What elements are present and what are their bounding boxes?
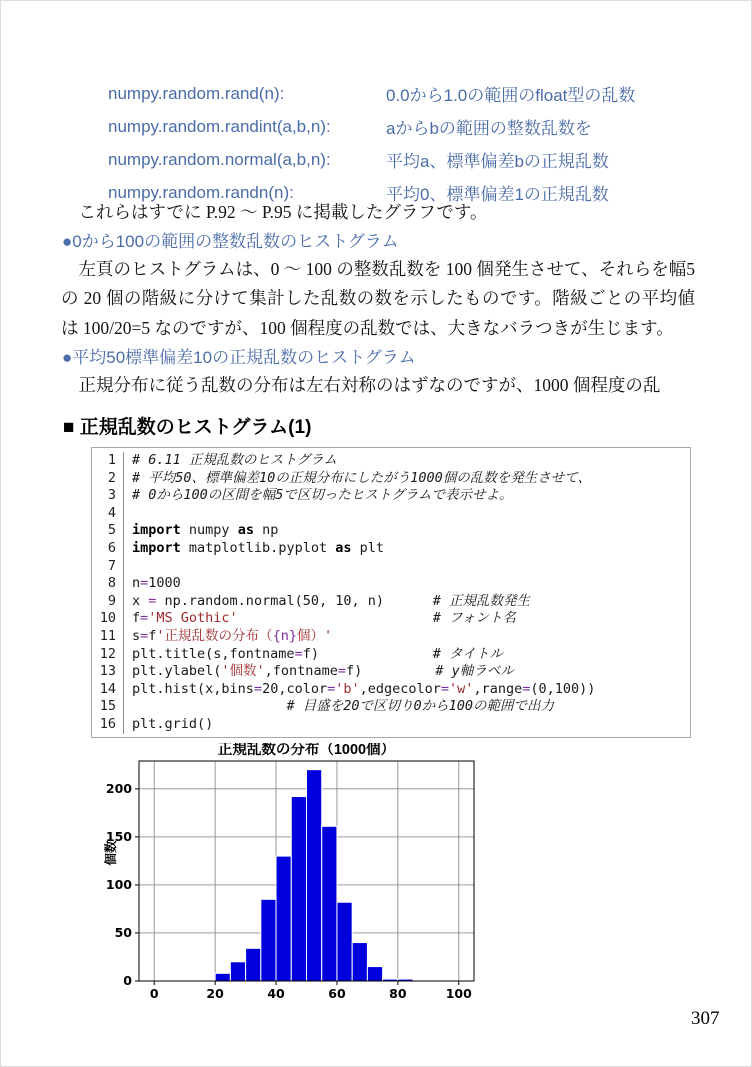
code-line bbox=[92, 540, 690, 558]
code-line-number: 5 bbox=[107, 522, 116, 539]
api-function-name: numpy.random.randint(a,b,n): bbox=[108, 116, 331, 136]
histogram-bar bbox=[307, 770, 322, 981]
x-tick-label: 0 bbox=[149, 986, 159, 1001]
code-line bbox=[92, 593, 690, 611]
code-line-text: plt.ylabel('個数',fontname=f) # y軸ラベル bbox=[123, 663, 690, 681]
intro-paragraph: これらはすでに P.92 ～ P.95 に掲載したグラフです。 bbox=[61, 202, 488, 222]
y-tick-label: 50 bbox=[114, 924, 132, 940]
code-line-number: 14 bbox=[99, 680, 116, 697]
code-line-number: 6 bbox=[107, 539, 116, 556]
api-function-description: 平均a、標準偏差bの正規乱数 bbox=[386, 152, 609, 171]
histogram-bar bbox=[276, 856, 291, 981]
section-heading-integer-histogram: ●0から100の範囲の整数乱数のヒストグラム bbox=[62, 232, 399, 251]
code-line bbox=[92, 610, 690, 628]
code-line-number: 2 bbox=[107, 469, 116, 486]
code-line-text: plt.title(s,fontname=f) # タイトル bbox=[123, 646, 690, 664]
listing-title: ■ 正規乱数のヒストグラム(1) bbox=[63, 417, 312, 438]
page-number: 307 bbox=[691, 1008, 720, 1029]
api-function-name: numpy.random.randn(n): bbox=[108, 182, 294, 202]
api-function-name: numpy.random.normal(a,b,n): bbox=[108, 149, 331, 169]
code-line-text: f='MS Gothic' # フォント名 bbox=[123, 610, 690, 628]
code-line-number: 12 bbox=[99, 645, 116, 662]
histogram-bar bbox=[246, 948, 261, 981]
histogram-bar bbox=[322, 826, 337, 981]
y-tick-label: 100 bbox=[105, 876, 132, 892]
code-listing bbox=[91, 447, 691, 738]
code-line-number: 1 bbox=[107, 452, 116, 468]
code-line-text: # 目盛を20で区切り0から100の範囲で出力 bbox=[123, 698, 690, 716]
code-line-number: 11 bbox=[99, 627, 116, 644]
code-line bbox=[92, 663, 690, 681]
api-function-name: numpy.random.rand(n): bbox=[108, 83, 285, 103]
numpy-random-function-table bbox=[108, 77, 708, 209]
code-line-text: plt.grid() bbox=[123, 716, 690, 734]
api-function-description: aからbの範囲の整数乱数を bbox=[386, 119, 592, 138]
code-line bbox=[92, 716, 690, 734]
y-axis-label: 個数 bbox=[104, 840, 118, 866]
code-line bbox=[92, 681, 690, 699]
code-line-text: # 6.11 正規乱数のヒストグラム bbox=[123, 452, 690, 470]
code-line-text: # 0から100の区間を幅5で区切ったヒストグラムで表示せよ。 bbox=[123, 487, 690, 505]
chart-title: 正規乱数の分布（1000個） bbox=[217, 743, 396, 758]
histogram-bar bbox=[230, 962, 245, 981]
x-tick-label: 20 bbox=[206, 986, 224, 1001]
code-line-text: # 平均50、標準偏差10の正規分布にしたがう1000個の乱数を発生させて、 bbox=[123, 470, 690, 488]
x-tick-label: 60 bbox=[328, 986, 346, 1001]
code-line-number: 8 bbox=[107, 575, 116, 592]
x-tick-label: 100 bbox=[445, 986, 472, 1001]
histogram-chart bbox=[96, 743, 496, 1011]
section-heading-normal-histogram: ●平均50標準偏差10の正規乱数のヒストグラム bbox=[62, 348, 416, 367]
histogram-bar bbox=[352, 943, 367, 981]
code-line-number: 10 bbox=[99, 610, 116, 627]
x-tick-label: 80 bbox=[389, 986, 407, 1001]
code-line-text: n=1000 bbox=[123, 575, 690, 593]
code-line-number: 13 bbox=[99, 663, 116, 680]
code-line bbox=[92, 452, 690, 470]
y-tick-label: 150 bbox=[105, 828, 132, 844]
code-line bbox=[92, 470, 690, 488]
code-line-number: 16 bbox=[99, 715, 116, 732]
code-line-text: plt.hist(x,bins=20,color='b',edgecolor='w',range=(0,100)) bbox=[123, 681, 690, 699]
section1-paragraph: 左頁のヒストグラムは、0 ～ 100 の整数乱数を 100 個発生させて、それらを幅5の 20 個の階級に分けて集計した乱数の数を示したものです。階級ごとの平均値は 100/20=5 なのですが、100 個程度の乱数では、大きなバラつきが生じます。 bbox=[61, 259, 695, 338]
code-line-number: 7 bbox=[107, 557, 116, 574]
code-line bbox=[92, 575, 690, 593]
code-line-number: 4 bbox=[107, 504, 116, 521]
api-function-description: 0.0から1.0の範囲のfloat型の乱数 bbox=[386, 86, 636, 105]
code-line-text: import numpy as np bbox=[123, 522, 690, 540]
code-line bbox=[92, 487, 690, 505]
code-line bbox=[92, 522, 690, 540]
y-tick-label: 200 bbox=[105, 780, 132, 796]
code-line-number: 9 bbox=[107, 592, 116, 609]
code-line-text: x = np.random.normal(50, 10, n) # 正規乱数発生 bbox=[123, 593, 690, 611]
code-line-text bbox=[123, 505, 690, 523]
code-line bbox=[92, 505, 690, 523]
code-line-number: 3 bbox=[107, 487, 116, 504]
histogram-bar bbox=[291, 797, 306, 981]
code-line-text: s=f'正規乱数の分布（{n}個）' bbox=[123, 628, 690, 646]
code-line bbox=[92, 558, 690, 576]
histogram-bar bbox=[215, 973, 230, 981]
histogram-bar bbox=[367, 967, 382, 981]
x-tick-label: 40 bbox=[267, 986, 285, 1001]
y-tick-label: 0 bbox=[123, 973, 132, 988]
section2-paragraph: 正規分布に従う乱数の分布は左右対称のはずなのですが、1000 個程度の乱 bbox=[61, 375, 661, 395]
histogram-svg bbox=[96, 743, 496, 1011]
histogram-bar bbox=[337, 902, 352, 981]
api-table-row bbox=[108, 143, 708, 176]
code-line-text bbox=[123, 558, 690, 576]
code-line-text: import matplotlib.pyplot as plt bbox=[123, 540, 690, 558]
api-table-row bbox=[108, 77, 708, 110]
histogram-bar bbox=[261, 899, 276, 981]
code-line bbox=[92, 698, 690, 716]
code-line bbox=[92, 646, 690, 664]
api-table-row bbox=[108, 110, 708, 143]
code-line bbox=[92, 628, 690, 646]
api-function-description: 平均0、標準偏差1の正規乱数 bbox=[386, 185, 609, 204]
code-line-number: 15 bbox=[99, 698, 116, 715]
